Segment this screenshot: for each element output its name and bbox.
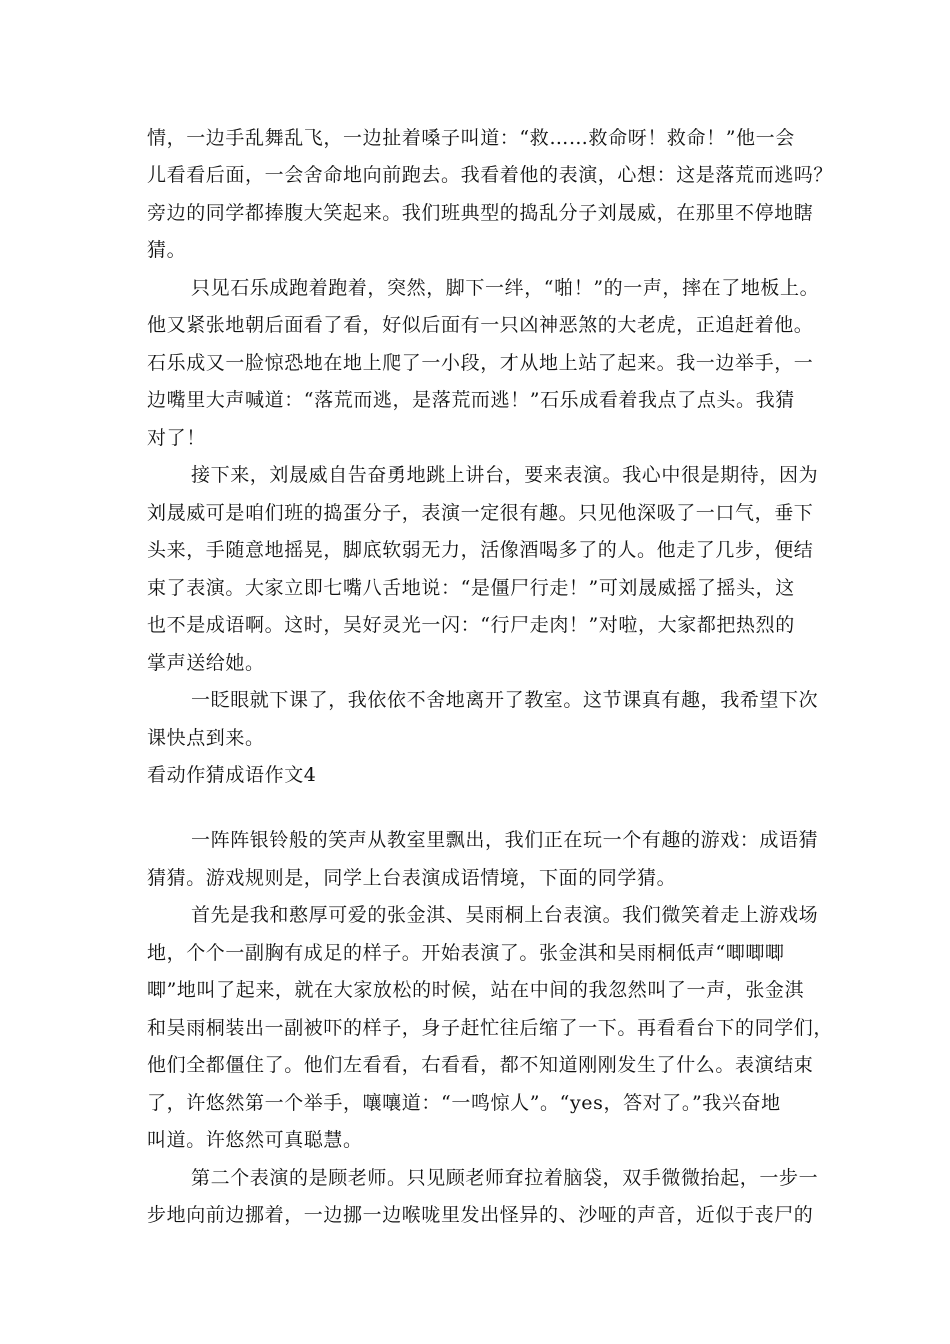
- text-line: 一眨眼就下课了，我依依不舍地离开了教室。这节课真有趣，我希望下次: [191, 689, 819, 711]
- text-line: 掌声送给她。: [147, 652, 265, 674]
- text-line: 猜。: [147, 239, 187, 261]
- text-line: 他又紧张地朝后面看了看，好似后面有一只凶神恶煞的大老虎，正追赶着他。: [147, 314, 814, 336]
- text-line: 对了！: [147, 427, 206, 449]
- text-line: 叫道。许悠然可真聪慧。: [147, 1129, 363, 1151]
- text-line: 第二个表演的是顾老师。只见顾老师耷拉着脑袋，双手微微抬起，一步一: [191, 1167, 819, 1189]
- text-line: 地，个个一副胸有成足的样子。开始表演了。张金淇和吴雨桐低声“唧唧唧: [147, 942, 785, 964]
- text-line: 接下来，刘晟威自告奋勇地跳上讲台，要来表演。我心中很是期待，因为: [191, 464, 819, 486]
- text-line: 头来，手随意地摇晃，脚底软弱无力，活像酒喝多了的人。他走了几步，便结: [147, 539, 814, 561]
- text-line: 石乐成又一脸惊恐地在地上爬了一小段，才从地上站了起来。我一边举手，一: [147, 352, 814, 374]
- text-line: 也不是成语啊。这时，吴好灵光一闪：“行尸走肉！”对啦，大家都把热烈的: [147, 614, 795, 636]
- text-line: 旁边的同学都捧腹大笑起来。我们班典型的捣乱分子刘晟威，在那里不停地瞎: [147, 202, 814, 224]
- text-line: 刘晟威可是咱们班的捣蛋分子，表演一定很有趣。只见他深吸了一口气，垂下: [147, 502, 814, 524]
- text-line: 一阵阵银铃般的笑声从教室里飘出，我们正在玩一个有趣的游戏：成语猜: [191, 829, 819, 851]
- text-line: 束了表演。大家立即七嘴八舌地说：“是僵尸行走！”可刘晟威摇了摇头，这: [147, 577, 795, 599]
- section-heading: 看动作猜成语作文4: [147, 764, 317, 786]
- text-line: 儿看看后面，一会舍命地向前跑去。我看着他的表演，心想：这是落荒而逃吗？: [147, 164, 834, 186]
- text-line: 和吴雨桐装出一副被吓的样子，身子赶忙往后缩了一下。再看看台下的同学们，: [147, 1017, 834, 1039]
- text-line: 他们全都僵住了。他们左看看，右看看，都不知道刚刚发生了什么。表演结束: [147, 1054, 814, 1076]
- text-line: 只见石乐成跑着跑着，突然，脚下一绊，“啪！”的一声，摔在了地板上。: [191, 277, 820, 299]
- text-line: 情，一边手乱舞乱飞，一边扯着嗓子叫道：“救……救命呀！救命！”他一会: [147, 127, 795, 149]
- text-line: 首先是我和憨厚可爱的张金淇、吴雨桐上台表演。我们微笑着走上游戏场: [191, 904, 819, 926]
- text-line: 唧”地叫了起来，就在大家放松的时候，站在中间的我忽然叫了一声，张金淇: [147, 979, 805, 1001]
- text-line: 步地向前边挪着，一边挪一边喉咙里发出怪异的、沙哑的声音，近似于丧尸的: [147, 1204, 814, 1226]
- text-line: 猜猜。游戏规则是，同学上台表演成语情境，下面的同学猜。: [147, 867, 677, 889]
- text-line: 了，许悠然第一个举手，嚷嚷道：“一鸣惊人”。“yes，答对了。”我兴奋地: [147, 1092, 781, 1114]
- text-line: 边嘴里大声喊道：“落荒而逃，是落荒而逃！”石乐成看着我点了点头。我猜: [147, 389, 795, 411]
- text-line: 课快点到来。: [147, 727, 265, 749]
